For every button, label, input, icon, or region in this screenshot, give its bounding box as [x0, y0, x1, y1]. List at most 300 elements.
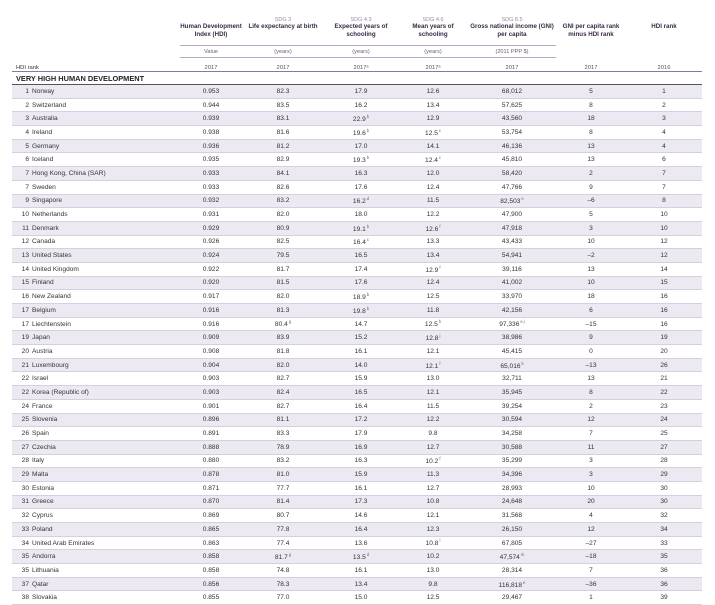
life-expectancy: [242, 536, 324, 550]
footnote-marker: f: [439, 264, 441, 270]
mean-schooling: [398, 249, 468, 263]
gni-per-capita: [468, 276, 556, 290]
expected-schooling: [324, 331, 398, 345]
hdi-value-value: 0.932: [202, 197, 220, 205]
table-row: [12, 290, 702, 304]
mean-schooling: [398, 317, 468, 331]
footnote-marker: b: [366, 292, 370, 298]
gni-per-capita-value: 30,588: [501, 443, 523, 451]
hdi-rank-2016: [626, 564, 702, 578]
country-name: Qatar: [32, 580, 49, 588]
country-name: Luxembourg: [32, 361, 69, 369]
country-name: Japan: [32, 334, 50, 342]
hdi-value: [180, 399, 242, 413]
country-name: Iceland: [32, 156, 54, 164]
year-row: [12, 58, 702, 72]
mean-schooling-value: 12.1: [425, 362, 439, 370]
country-cell: [12, 345, 180, 359]
gni-rank-diff-value: –13: [585, 361, 597, 369]
gni-rank-diff-value: 1: [589, 594, 593, 602]
country-cell: [12, 386, 180, 400]
expected-schooling: [324, 180, 398, 194]
gni-rank-diff: [556, 454, 626, 468]
sdg-cell: [12, 16, 180, 23]
hdi-value-value: 0.944: [202, 101, 220, 109]
hdi-rank-2016-value: 34: [660, 525, 668, 533]
gni-rank-diff-value: 13: [587, 265, 595, 273]
hdi-rank: 16: [21, 293, 29, 301]
column-header: Expected years of schooling: [334, 23, 388, 38]
hdi-rank: 2: [25, 101, 29, 109]
hdi-value: [180, 577, 242, 591]
country-cell: [12, 495, 180, 509]
table-row: [12, 454, 702, 468]
gni-rank-diff: [556, 221, 626, 235]
expected-schooling: [324, 468, 398, 482]
mean-schooling-value: 12.0: [426, 169, 440, 177]
hdi-value-value: 0.858: [202, 566, 220, 574]
country-name: Netherlands: [32, 211, 68, 219]
gni-per-capita-value: 39,254: [501, 402, 523, 410]
country-name: United Arab Emirates: [32, 539, 95, 547]
gni-per-capita: [468, 399, 556, 413]
table-row: [12, 345, 702, 359]
footnote-marker: b: [366, 223, 370, 229]
gni-per-capita: [468, 536, 556, 550]
gni-per-capita: [468, 468, 556, 482]
life-expectancy-value: 83.1: [276, 115, 290, 123]
life-expectancy-value: 79.5: [276, 252, 290, 260]
footnote-marker: g: [288, 319, 292, 325]
table-row: [12, 440, 702, 454]
mean-schooling-value: 12.5: [425, 130, 438, 137]
footnote-marker: f: [439, 456, 441, 462]
mean-schooling: [398, 468, 468, 482]
gni-rank-diff: [556, 208, 626, 222]
hdi-value: [180, 523, 242, 537]
hdi-rank: 10: [21, 211, 29, 219]
mean-schooling: [398, 153, 468, 167]
table-row: [12, 577, 702, 591]
gni-per-capita-value: 39,116: [502, 265, 522, 273]
table-row: [12, 427, 702, 441]
gni-rank-diff-value: 7: [589, 430, 593, 438]
mean-schooling: [398, 386, 468, 400]
mean-schooling-value: 12.4: [426, 279, 440, 287]
hdi-rank-2016-value: 29: [660, 471, 668, 479]
country-name: Estonia: [32, 484, 54, 492]
hdi-rank: 9: [25, 197, 29, 205]
hdi-rank-2016-value: 30: [660, 484, 668, 492]
hdi-value-value: 0.929: [202, 224, 220, 232]
gni-per-capita-value: 28,314: [501, 566, 523, 574]
gni-rank-diff: [556, 481, 626, 495]
footnote-marker: c: [366, 237, 369, 243]
gni-rank-diff-value: 20: [587, 498, 595, 506]
gni-rank-diff: [556, 153, 626, 167]
footnote-marker: c: [438, 127, 441, 133]
gni-per-capita: [468, 139, 556, 153]
hdi-rank-2016-value: 26: [660, 361, 668, 369]
sdg-row: [12, 16, 702, 23]
life-expectancy: [242, 317, 324, 331]
gni-per-capita-value: 35,299: [501, 457, 523, 465]
table-row: [12, 413, 702, 427]
life-expectancy-value: 81.2: [276, 142, 290, 150]
hdi-value: [180, 454, 242, 468]
gni-rank-diff-value: –36: [585, 580, 597, 588]
table-row: [12, 523, 702, 537]
hdi-rank-2016: [626, 139, 702, 153]
hdi-rank: 26: [21, 430, 29, 438]
hdi-value: [180, 112, 242, 126]
footnote-marker: k: [521, 360, 524, 366]
hdi-rank-2016: [626, 98, 702, 112]
hdi-rank-2016: [626, 167, 702, 181]
mean-schooling-value: 12.2: [426, 416, 440, 424]
mean-schooling: [398, 290, 468, 304]
country-name: Norway: [32, 87, 55, 95]
life-expectancy-value: 77.4: [276, 539, 290, 547]
mean-schooling: [398, 304, 468, 318]
hdi-rank-2016-value: 33: [660, 539, 668, 547]
hdi-rank-2016: [626, 372, 702, 386]
table-body: [12, 85, 702, 605]
gni-rank-diff: [556, 126, 626, 140]
life-expectancy-value: 82.6: [276, 183, 290, 191]
expected-schooling-value: 18.0: [354, 211, 368, 219]
life-expectancy-value: 84.1: [276, 169, 290, 177]
gni-rank-diff: [556, 536, 626, 550]
gni-rank-diff-value: 2: [589, 402, 593, 410]
life-expectancy: [242, 98, 324, 112]
gni-rank-diff: [556, 276, 626, 290]
table-row: [12, 536, 702, 550]
life-expectancy: [242, 454, 324, 468]
hdi-rank: 32: [21, 512, 29, 520]
mean-schooling-value: 10.8: [426, 498, 440, 506]
gni-per-capita: [468, 372, 556, 386]
hdi-rank-2016: [626, 126, 702, 140]
gni-per-capita: [468, 345, 556, 359]
hdi-rank-2016-value: 8: [662, 197, 666, 205]
hdi-rank-2016-value: 25: [660, 430, 668, 438]
hdi-value-value: 0.933: [202, 169, 220, 177]
gni-rank-diff-value: –2: [587, 252, 595, 260]
mean-schooling-value: 11.8: [426, 306, 440, 314]
gni-rank-diff: [556, 180, 626, 194]
table-row: [12, 180, 702, 194]
expected-schooling: [324, 290, 398, 304]
footnote-marker: e: [523, 579, 526, 585]
hdi-value-value: 0.870: [202, 498, 220, 506]
life-expectancy-value: 81.0: [276, 471, 290, 479]
expected-schooling-value: 16.5: [354, 252, 368, 260]
mean-schooling-value: 12.4: [426, 183, 440, 191]
hdi-value-value: 0.880: [202, 457, 220, 465]
country-name: Israel: [32, 375, 49, 383]
table-row: [12, 399, 702, 413]
table-row: [12, 208, 702, 222]
gni-per-capita-value: 35,945: [501, 388, 523, 396]
country-name: Austria: [32, 347, 53, 355]
sdg-cell: [626, 16, 702, 23]
expected-schooling: [324, 98, 398, 112]
life-expectancy: [242, 427, 324, 441]
footnote-marker: l: [439, 538, 441, 544]
hdi-rank: 13: [21, 252, 29, 260]
life-expectancy-value: 82.9: [276, 156, 290, 164]
gni-per-capita-value: 43,560: [501, 115, 523, 123]
gni-per-capita: [468, 126, 556, 140]
life-expectancy-value: 81.7: [274, 554, 288, 562]
hdi-rank-2016: [626, 85, 702, 99]
gni-rank-diff: [556, 413, 626, 427]
footnote-marker: b: [366, 155, 370, 161]
gni-rank-diff-value: 4: [589, 512, 593, 520]
life-expectancy: [242, 495, 324, 509]
mean-schooling-value: 13.4: [426, 252, 440, 260]
life-expectancy-value: 83.2: [276, 197, 290, 205]
footnote-marker: f: [439, 223, 441, 229]
life-expectancy: [242, 577, 324, 591]
expected-schooling-value: 15.2: [354, 334, 368, 342]
country-cell: [12, 85, 180, 99]
year-cell: 2016: [626, 58, 702, 72]
country-cell: [12, 290, 180, 304]
life-expectancy: [242, 468, 324, 482]
gni-rank-diff-value: 6: [589, 306, 593, 314]
hdi-value-value: 0.920: [202, 279, 220, 287]
gni-per-capita-value: 47,766: [501, 183, 523, 191]
mean-schooling: [398, 358, 468, 372]
hdi-rank-2016: [626, 413, 702, 427]
expected-schooling-value: 16.4: [354, 525, 368, 533]
footnote-marker: e: [521, 196, 524, 202]
gni-rank-diff: [556, 372, 626, 386]
hdi-value: [180, 208, 242, 222]
country-name: Liechtenstein: [32, 320, 71, 328]
country-name: New Zealand: [32, 293, 71, 301]
hdi-value: [180, 304, 242, 318]
mean-schooling: [398, 208, 468, 222]
country-name: Malta: [32, 471, 49, 479]
gni-per-capita-value: 47,574: [499, 554, 520, 562]
country-cell: [12, 304, 180, 318]
gni-per-capita: [468, 509, 556, 523]
hdi-rank-2016: [626, 536, 702, 550]
gni-rank-diff-value: 8: [589, 128, 593, 136]
gni-per-capita: [468, 167, 556, 181]
expected-schooling: [324, 85, 398, 99]
hdi-rank-2016: [626, 276, 702, 290]
expected-schooling: [324, 317, 398, 331]
hdi-rank-2016: [626, 112, 702, 126]
hdi-value: [180, 468, 242, 482]
mean-schooling: [398, 180, 468, 194]
country-cell: [12, 440, 180, 454]
mean-schooling: [398, 126, 468, 140]
life-expectancy-value: 83.9: [276, 334, 290, 342]
hdi-rank-2016: [626, 290, 702, 304]
hdi-rank-2016: [626, 495, 702, 509]
gni-rank-diff: [556, 358, 626, 372]
country-cell: [12, 577, 180, 591]
hdi-rank: 22: [21, 375, 29, 383]
gni-rank-diff-value: 8: [589, 101, 593, 109]
life-expectancy: [242, 413, 324, 427]
hdi-rank: 34: [21, 539, 29, 547]
expected-schooling-value: 19.8: [352, 307, 366, 315]
expected-schooling: [324, 440, 398, 454]
hdi-rank-2016-value: 16: [660, 320, 668, 328]
country-name: Germany: [32, 142, 60, 150]
life-expectancy-value: 81.4: [276, 498, 290, 506]
gni-per-capita: [468, 262, 556, 276]
footnote-marker: m: [520, 552, 525, 558]
hdi-rank-2016: [626, 331, 702, 345]
gni-rank-diff-value: 12: [587, 525, 595, 533]
expected-schooling: [324, 235, 398, 249]
gni-rank-diff-value: 18: [587, 115, 595, 123]
expected-schooling: [324, 413, 398, 427]
hdi-rank-2016: [626, 208, 702, 222]
gni-rank-diff: [556, 399, 626, 413]
gni-per-capita-value: 58,420: [501, 169, 523, 177]
sdg-cell: SDG 4.3: [350, 17, 372, 23]
mean-schooling-value: 12.1: [426, 512, 440, 520]
expected-schooling: [324, 139, 398, 153]
life-expectancy-value: 82.0: [276, 293, 290, 301]
mean-schooling: [398, 427, 468, 441]
gni-per-capita-value: 34,258: [501, 430, 523, 438]
country-cell: [12, 167, 180, 181]
hdi-value: [180, 98, 242, 112]
group-row: [12, 72, 702, 85]
country-cell: [12, 331, 180, 345]
gni-per-capita-value: 47,900: [501, 211, 523, 219]
hdi-rank: 21: [21, 361, 29, 369]
hdi-rank-2016-value: 4: [662, 142, 666, 150]
hdi-value-value: 0.933: [202, 183, 220, 191]
hdi-rank-2016-value: 39: [660, 594, 668, 602]
gni-rank-diff: [556, 523, 626, 537]
gni-rank-diff-value: 8: [589, 388, 593, 396]
expected-schooling: [324, 153, 398, 167]
expected-schooling-value: 16.2: [352, 198, 366, 206]
life-expectancy-value: 77.7: [276, 484, 290, 492]
expected-schooling: [324, 304, 398, 318]
mean-schooling-value: 12.1: [426, 347, 440, 355]
expected-schooling-value: 16.3: [354, 457, 368, 465]
hdi-rank-2016-value: 1: [662, 87, 666, 95]
gni-per-capita-value: 65,016: [500, 362, 521, 370]
footnote-marker: j: [439, 333, 441, 339]
hdi-rank-2016-value: 19: [660, 334, 668, 342]
life-expectancy-value: 80.7: [276, 512, 290, 520]
hdi-rank-2016-value: 16: [660, 306, 668, 314]
hdi-rank-2016: [626, 523, 702, 537]
table-row: [12, 85, 702, 99]
mean-schooling-value: 12.9: [426, 115, 440, 123]
sdg-cell: SDG 8.5: [501, 17, 523, 23]
expected-schooling: [324, 194, 398, 208]
hdi-value: [180, 180, 242, 194]
country-name: Sweden: [32, 183, 56, 191]
life-expectancy: [242, 564, 324, 578]
hdi-value: [180, 358, 242, 372]
gni-rank-diff-value: 13: [587, 375, 595, 383]
gni-per-capita: [468, 317, 556, 331]
life-expectancy: [242, 208, 324, 222]
country-name: Ireland: [32, 128, 53, 136]
life-expectancy-value: 77.8: [276, 525, 290, 533]
country-name: Italy: [32, 457, 45, 465]
mean-schooling: [398, 536, 468, 550]
country-cell: [12, 98, 180, 112]
unit-cell: [12, 46, 180, 58]
gni-per-capita: [468, 413, 556, 427]
column-header: Human Development Index (HDI): [180, 23, 242, 38]
gni-per-capita-value: 46,136: [501, 142, 523, 150]
hdi-value: [180, 276, 242, 290]
mean-schooling-value: 10.8: [425, 540, 439, 548]
expected-schooling-value: 16.5: [354, 388, 368, 396]
table-row: [12, 331, 702, 345]
gni-rank-diff-value: 10: [587, 238, 595, 246]
mean-schooling-value: 13.4: [426, 101, 440, 109]
hdi-rank-2016-value: 30: [660, 498, 668, 506]
expected-schooling-value: 17.9: [354, 430, 368, 438]
hdi-rank-2016-value: 22: [660, 388, 668, 396]
expected-schooling-value: 17.4: [354, 265, 368, 273]
gni-per-capita: [468, 194, 556, 208]
mean-schooling-value: 12.5: [426, 293, 440, 301]
life-expectancy: [242, 523, 324, 537]
country-cell: [12, 139, 180, 153]
expected-schooling: [324, 481, 398, 495]
hdi-value: [180, 372, 242, 386]
mean-schooling-value: 10.2: [426, 553, 440, 561]
country-name: Cyprus: [32, 512, 53, 520]
life-expectancy-value: 78.9: [276, 443, 290, 451]
expected-schooling-value: 16.2: [354, 101, 368, 109]
hdi-rank-2016: [626, 399, 702, 413]
expected-schooling: [324, 427, 398, 441]
country-cell: [12, 536, 180, 550]
life-expectancy: [242, 153, 324, 167]
country-name: United Kingdom: [32, 265, 79, 273]
life-expectancy: [242, 221, 324, 235]
gni-rank-diff-value: 9: [589, 334, 593, 342]
table-row: [12, 221, 702, 235]
unit-cell: (years): [324, 46, 398, 58]
life-expectancy: [242, 262, 324, 276]
gni-per-capita: [468, 235, 556, 249]
sdg-cell: [556, 16, 626, 23]
hdi-value-value: 0.856: [202, 580, 220, 588]
hdi-rank-2016: [626, 386, 702, 400]
life-expectancy-value: 82.7: [276, 402, 290, 410]
hdi-value-value: 0.924: [202, 252, 220, 260]
year-cell: 2017: [556, 58, 626, 72]
expected-schooling-value: 19.3: [352, 157, 366, 165]
expected-schooling: [324, 126, 398, 140]
life-expectancy: [242, 126, 324, 140]
year-cell: 2017: [468, 58, 556, 72]
hdi-value-value: 0.896: [202, 416, 220, 424]
life-expectancy-value: 80.4: [274, 321, 288, 329]
